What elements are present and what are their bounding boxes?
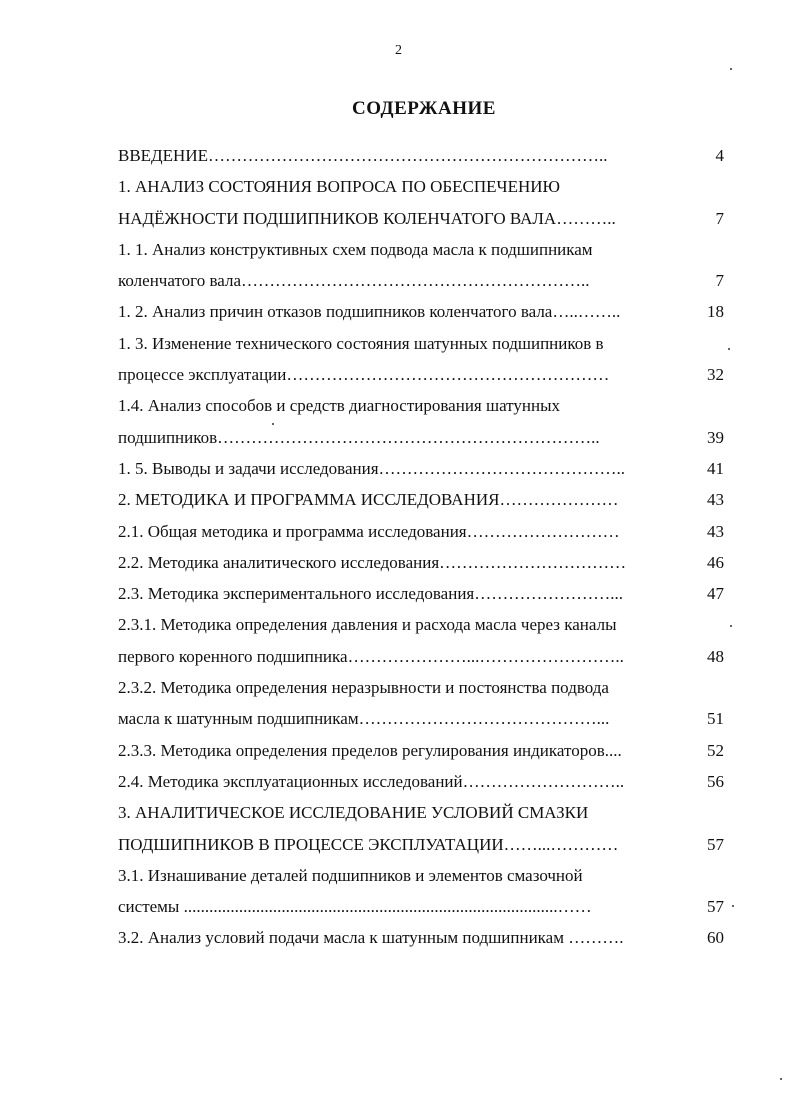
table-of-contents	[118, 140, 724, 954]
page-number: 2	[395, 43, 402, 58]
toc-page-number: 39	[707, 427, 724, 447]
toc-line-text: подшипников…………………………………………………………..	[118, 427, 600, 447]
toc-line	[118, 797, 724, 828]
toc-line-text: 2.3.2. Методика определения неразрывности и постоянства подвода	[118, 678, 609, 698]
toc-line	[118, 578, 724, 609]
toc-line	[118, 860, 724, 891]
toc-line-text: 3. АНАЛИТИЧЕСКОЕ ИССЛЕДОВАНИЕ УСЛОВИЙ СМАЗКИ	[118, 803, 589, 823]
toc-line	[118, 641, 724, 672]
toc-line	[118, 234, 724, 265]
toc-line-text: 3.1. Изнашивание деталей подшипников и элементов смазочной	[118, 865, 583, 885]
toc-page-number: 43	[707, 490, 724, 510]
toc-line	[118, 547, 724, 578]
toc-page-number: 60	[707, 928, 724, 948]
toc-line-text: 2.3. Методика экспериментального исследования……………………...	[118, 584, 623, 604]
toc-line-text: НАДЁЖНОСТИ ПОДШИПНИКОВ КОЛЕНЧАТОГО ВАЛА………..	[118, 208, 616, 228]
toc-line	[118, 829, 724, 860]
toc-line	[118, 922, 724, 953]
toc-line-text: процессе эксплуатации…………………………………………………	[118, 365, 610, 385]
toc-page-number: 52	[707, 740, 724, 760]
toc-line-text: 2.3.3. Методика определения пределов регулирования индикаторов....	[118, 740, 622, 760]
toc-line-text: 1. АНАЛИЗ СОСТОЯНИЯ ВОПРОСА ПО ОБЕСПЕЧЕНИЮ	[118, 177, 561, 197]
toc-line	[118, 453, 724, 484]
toc-line	[118, 672, 724, 703]
toc-page-number: 7	[715, 271, 724, 291]
scan-speck	[730, 68, 732, 70]
toc-line-text: 1. 3. Изменение технического состояния шатунных подшипников в	[118, 333, 604, 353]
toc-page-number: 57	[707, 834, 724, 854]
toc-line-text: масла к шатунным подшипникам……………………………………...	[118, 709, 610, 729]
toc-line	[118, 171, 724, 202]
toc-line	[118, 140, 724, 171]
toc-line	[118, 891, 724, 922]
toc-line	[118, 422, 724, 453]
toc-line-text: системы ........................................................................................……	[118, 897, 592, 917]
toc-line	[118, 516, 724, 547]
toc-line	[118, 328, 724, 359]
toc-line-text: 2.4. Методика эксплуатационных исследований………………………..	[118, 771, 625, 791]
toc-page-number: 47	[707, 584, 724, 604]
scan-speck	[732, 905, 734, 907]
toc-line-text: ВВЕДЕНИЕ……………………………………………………………..	[118, 146, 608, 165]
toc-line-text: 1. 2. Анализ причин отказов подшипников коленчатого вала…..……..	[118, 302, 621, 322]
toc-page-number: 4	[715, 146, 724, 165]
toc-line-text: 1.4. Анализ способов и средств диагностирования шатунных	[118, 396, 561, 416]
toc-page-number: 41	[707, 458, 724, 478]
page-title: СОДЕРЖАНИЕ	[352, 98, 496, 119]
toc-line	[118, 703, 724, 734]
toc-line-text: 2.3.1. Методика определения давления и расхода масла через каналы	[118, 615, 617, 635]
toc-line-text: 2. МЕТОДИКА И ПРОГРАММА ИССЛЕДОВАНИЯ…………………	[118, 490, 619, 510]
toc-page-number: 56	[707, 771, 724, 791]
toc-page-number: 7	[715, 208, 724, 228]
toc-line-text: 1. 5. Выводы и задачи исследования……………………………………..	[118, 458, 626, 478]
toc-line	[118, 766, 724, 797]
toc-page-number: 43	[707, 521, 724, 541]
toc-line-text: первого коренного подшипника…………………...……………………..	[118, 646, 624, 666]
toc-page-number: 46	[707, 552, 724, 572]
toc-page-number: 48	[707, 646, 724, 666]
toc-line	[118, 390, 724, 421]
toc-line-text: 3.2. Анализ условий подачи масла к шатунным подшипникам ……….	[118, 928, 624, 948]
toc-page-number: 32	[707, 365, 724, 385]
scan-speck	[730, 625, 732, 627]
toc-page-number: 18	[707, 302, 724, 322]
toc-line	[118, 265, 724, 296]
toc-line-text: 1. 1. Анализ конструктивных схем подвода масла к подшипникам	[118, 239, 593, 259]
toc-line	[118, 203, 724, 234]
scan-speck	[780, 1078, 782, 1080]
toc-line-text: 2.2. Методика аналитического исследования……………………………	[118, 552, 627, 572]
toc-line	[118, 359, 724, 390]
toc-line-text: коленчатого вала……………………………………………………..	[118, 271, 590, 291]
toc-line	[118, 609, 724, 640]
toc-page-number: 57	[707, 897, 724, 917]
toc-page-number: 51	[707, 709, 724, 729]
scan-speck	[272, 423, 274, 425]
scan-speck	[728, 348, 730, 350]
toc-line	[118, 484, 724, 515]
toc-line-text: ПОДШИПНИКОВ В ПРОЦЕССЕ ЭКСПЛУАТАЦИИ……...…………	[118, 834, 619, 854]
toc-line	[118, 296, 724, 327]
toc-line-text: 2.1. Общая методика и программа исследования………………………	[118, 521, 620, 541]
toc-line	[118, 735, 724, 766]
